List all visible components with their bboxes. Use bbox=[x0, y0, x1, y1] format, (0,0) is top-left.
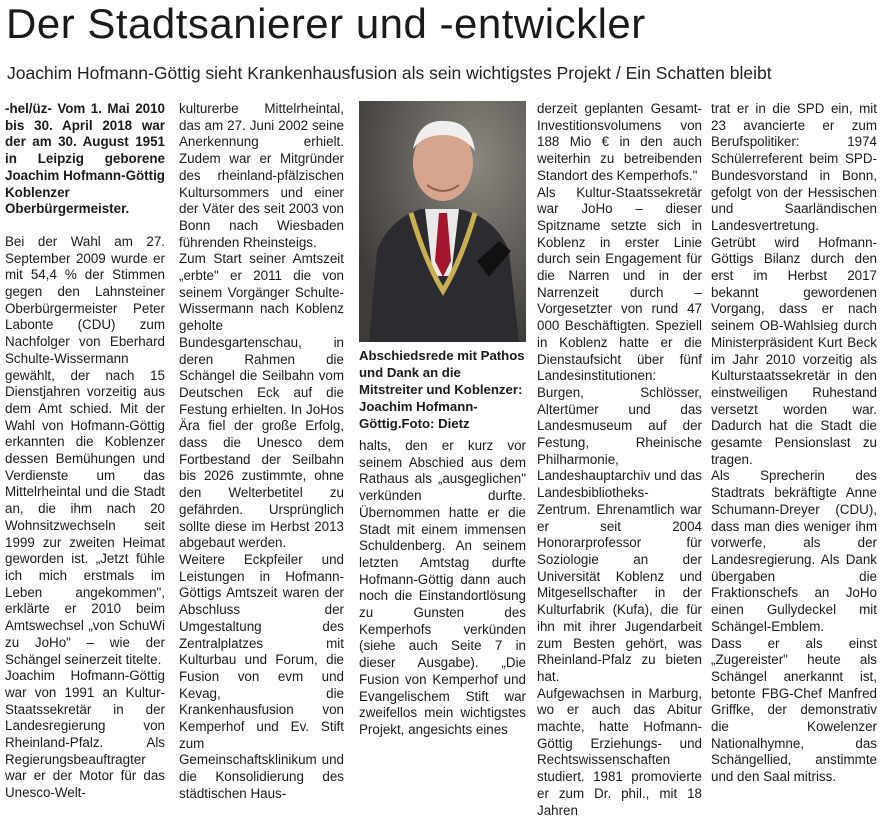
lead-paragraph: -hel/üz- Vom 1. Mai 2010 bis 30. April 2018 war der am 30. August 1951 in Leipzig geborene Joachim Hofmann-Göttig Koblenzer Oberbürgermeister. bbox=[5, 101, 165, 217]
article-column-1 bbox=[5, 101, 165, 802]
paragraph: Dass er als einst „Zugereister" heute als Schängel anerkannt ist, betonte FBG-Chef Manfred Griffke, der demonstrativ die Kowelenzer Nationalhymne, das Schängellied, anstimmte und den Saal mitriss. bbox=[711, 635, 877, 785]
paragraph: Getrübt wird Hofmann-Göttigs Bilanz durch den erst im Herbst 2017 bekannt gewordenen Vorgang, dass er nach seinem OB-Wahlsieg durch Ministerpräsident Kurt Beck im Jahr 2010 vorzeitig als Kulturstaatssekretär in den einstweiligen Ruhestand versetzt worden war. Dadurch hat die Stadt die gesamte Pensionslast zu tragen. bbox=[711, 234, 877, 467]
paragraph: derzeit geplanten Gesamt-Investitionsvolumens von 188 Mio € in den auch weiterhin zu betreibenden Standort des Kemperhofs." bbox=[537, 101, 702, 183]
headline: Der Stadtsanierer und -entwickler bbox=[6, 0, 646, 47]
paragraph: Zum Start seiner Amtszeit „erbte" er 2011 die von seinem Vorgänger Schulte-Wissermann nach Koblenz geholte Bundesgartenschau, in deren Rahmen die Schängel die Seilbahn vom Deutschen Eck auf die Festung erhielten. In JoHos Ära fiel der große Erfolg, dass die Unesco dem Fortbestand der Seilbahn bis 2026 zustimmte, ohne den Welterbetitel zu gefährden. Ursprünglich sollte diese im Herbst 2013 abgebaut werden. bbox=[179, 251, 344, 551]
photo-caption: Abschiedsrede mit Pathos und Dank an die Mitstreiter und Koblenzer: Joachim Hofmann-Göttig.Foto: Dietz bbox=[359, 348, 525, 431]
paragraph: trat er in die SPD ein, mit 23 avancierte er zum Berufspolitiker: 1974 Schülerreferent beim SPD-Bundesvorstand in Bonn, gefolgt von der Hessischen und Saarländischen Landesvertretung. bbox=[711, 101, 877, 233]
paragraph: halts, den er kurz vor seinem Abschied aus dem Rathaus als „ausgeglichen" verkünden durfte. Übernommen hatte er die Stadt mit einem immensen Schuldenberg. An seinem letzten Amtstag durfte Hofmann-Göttig dann auch noch die Einstandortlösung zu Gunsten des Kemperhofs verkünden (siehe auch Seite 7 in dieser Ausgabe). „Die Fusion von Kemperhof und Evangelischem Stift war zweifellos mein wichtigstes Projekt, angesichts eines bbox=[359, 438, 526, 737]
paragraph: Als Kultur-Staatssekretär war JoHo – dieser Spitzname setzte sich in Koblenz in erster Linie durch sein Engagement für die Narren und in der Narrenzeit durch – Vorgesetzter von rund 47 000 Beschäftigten. Speziell in Koblenz hatte er die Dienstaufsicht über fünf Landesinstitutionen: Burgen, Schlösser, Altertümer und das Landesmuseum auf der Festung, Rheinische Philharmonie, Landeshauptarchiv und das Landesbibliotheks-Zentrum. Ehrenamtlich war er seit 2004 Honorarprofessor für Soziologie an der Universität Koblenz und Mitgesellschafter in der Kulturfabrik (Kufa), die für ihn mit ihrer Jugendarbeit zum Besten gehört, was Rheinland-Pfalz zu bieten hat. bbox=[537, 184, 702, 684]
paragraph: Joachim Hofmann-Göttig war von 1991 an Kultur-Staatssekretär in der Landesregierung von Rheinland-Pfalz. Als Regierungsbeauftragter war er der Motor für das Unesco-Welt- bbox=[5, 668, 165, 801]
article-column-3 bbox=[359, 438, 526, 739]
paragraph: Als Sprecherin des Stadtrats bekräftigte Anne Schumann-Dreyer (CDU), dass man dies weniger ihm vorwerfe, als der Landesregierung. Als Dank übergaben die Fraktionschefs an JoHo einen Gullydeckel mit Schängel-Emblem. bbox=[711, 468, 877, 634]
portrait-photo bbox=[359, 101, 526, 342]
article-column-2 bbox=[179, 101, 344, 803]
article-column-5 bbox=[711, 101, 877, 786]
paragraph: kulturerbe Mittelrheintal, das am 27. Juni 2002 seine Anerkennung erhielt. Zudem war er Mitgründer des rheinland-pfälzischen Kultursommers und einer der Väter des seit 2003 von Bonn nach Wiesbaden führenden Rheinsteigs. bbox=[179, 101, 344, 250]
paragraph: Weitere Eckpfeiler und Leistungen in Hofmann-Göttigs Amtszeit waren der Abschluss der Umgestaltung des Zentralplatzes mit Kulturbau und Forum, die Fusion von evm und Kevag, die Krankenhausfusion von Kemperhof und Ev. Stift zum Gemeinschaftsklinikum und die Konsolidierung des städtischen Haus- bbox=[179, 551, 344, 801]
speaker-portrait-image bbox=[359, 101, 526, 342]
article-column-4 bbox=[537, 101, 702, 819]
paragraph: Aufgewachsen in Marburg, wo er auch das Abitur machte, hatte Hofmann-Göttig Erziehungs- und Rechtswissenschaften studiert. 1981 promovierte er zum Dr. phil., mit 18 Jahren bbox=[537, 685, 702, 818]
paragraph: Bei der Wahl am 27. September 2009 wurde er mit 54,4 % der Stimmen gegen den Lahnsteiner Oberbürgermeister Peter Labonte (CDU) zum Nachfolger von Eberhard Schulte-Wissermann gewählt, der nach 15 Dienstjahren vorzeitig aus dem Amt schied. Mit der Wahl von Hofmann-Göttig erkannten die Koblenzer dessen Bemühungen und Verdienste um das Mittelrheintal und die Stadt an, die ihm nach 20 Wohnsitzwechseln seit 1999 zur zweiten Heimat geworden ist. „Jetzt fühle ich mich erstmals im Leben angekommen", erklärte er 2010 beim Amtswechsel „von SchuWi zu JoHo" – wie der Schängel seinerzeit titelte. bbox=[5, 233, 165, 667]
subheadline: Joachim Hofmann-Göttig sieht Krankenhausfusion als sein wichtigstes Projekt / Ein Schatten bleibt bbox=[7, 63, 772, 83]
